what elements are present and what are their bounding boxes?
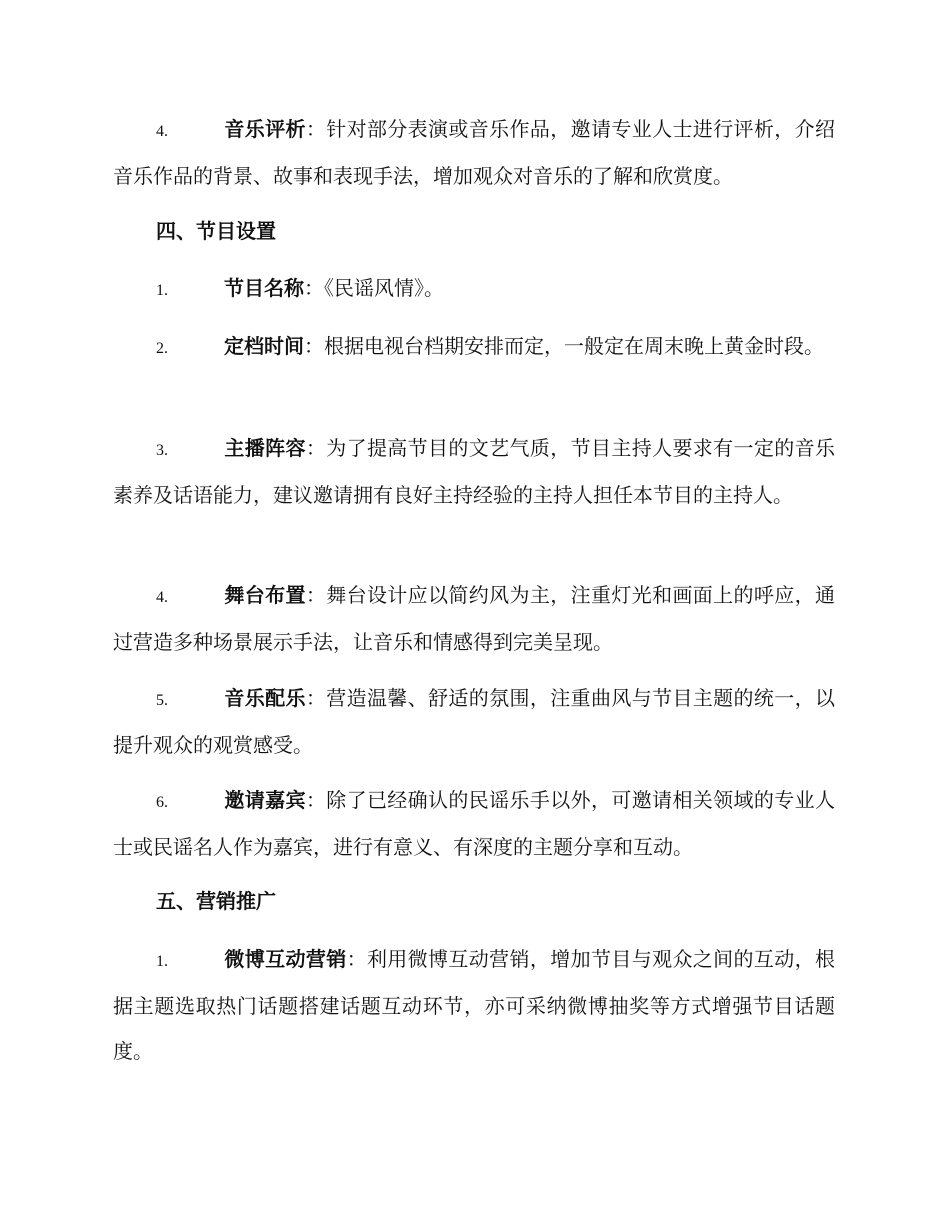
list-number: 1. [156,282,168,299]
list-text: ：利用微博互动营销，增加节目与观众之间的互动，根据主题选取热门话题搭建话题互动环节，亦可采纳微博抽奖等方式增强节目话题度。 [113,947,836,1063]
list-item-hosts [113,426,835,518]
list-text: ：为了提高节目的文艺气质，节目主持人要求有一定的音乐素养及话语能力，建议邀请拥有良好主持经验的主持人担任本节目的主持人。 [113,436,836,507]
list-text: ：营造温馨、舒适的氛围，注重曲风与节目主题的统一，以提升观众的观赏感受。 [113,686,836,757]
list-term: 主播阵容 [224,436,306,460]
list-item-weibo-marketing [113,937,835,1074]
list-term: 音乐配乐 [224,686,306,710]
list-item-guests [113,778,835,870]
paragraph-music-analysis [113,107,835,199]
list-item-program-name [113,266,835,313]
list-text: ：《民谣风情》。 [304,276,444,300]
list-number: 3. [156,442,168,459]
list-text: ：针对部分表演或音乐作品，邀请专业人士进行评析，介绍音乐作品的背景、故事和表现手法，增加观众对音乐的了解和欣赏度。 [113,117,836,188]
list-text: ：根据电视台档期安排而定，一般定在周末晚上黄金时段。 [304,334,824,358]
list-number: 4. [156,589,168,606]
list-number: 2. [156,340,168,357]
list-term: 舞台布置 [224,583,306,607]
list-number: 1. [156,953,168,970]
list-item-stage [113,573,835,665]
list-number: 4. [156,123,168,140]
list-item-schedule [113,324,835,371]
section-heading-marketing: 五、营销推广 [156,889,276,913]
section-heading-program-settings: 四、节目设置 [156,219,276,243]
list-term: 邀请嘉宾 [224,788,306,812]
list-term: 微博互动营销 [224,947,347,971]
list-text: ：除了已经确认的民谣乐手以外，可邀请相关领域的专业人士或民谣名人作为嘉宾，进行有意义、有深度的主题分享和互动。 [113,788,836,859]
list-text: ：舞台设计应以简约风为主，注重灯光和画面上的呼应，通过营造多种场景展示手法，让音乐和情感得到完美呈现。 [113,583,836,654]
list-term: 定档时间 [224,334,304,358]
list-term: 节目名称 [224,276,304,300]
list-term: 音乐评析 [224,117,306,141]
list-number: 5. [156,692,168,709]
list-number: 6. [156,794,168,811]
list-item-music [113,676,835,768]
